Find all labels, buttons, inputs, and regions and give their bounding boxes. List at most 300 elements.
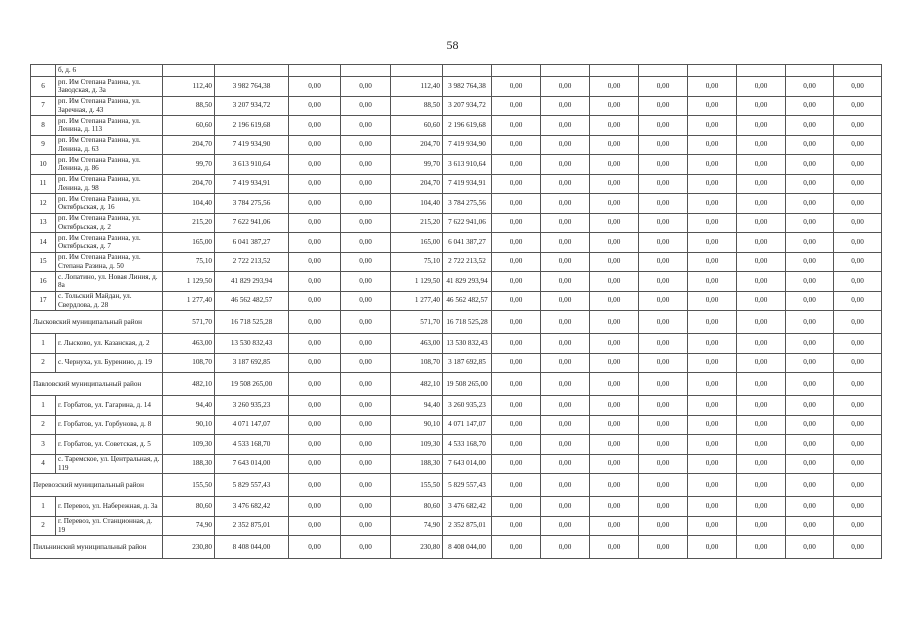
value-cell: 0,00 <box>590 516 639 536</box>
area-total-cell: 204,70 <box>391 135 443 155</box>
district-row <box>31 311 882 334</box>
value-cell: 0,00 <box>737 353 786 373</box>
cost-total-cell: 6 041 387,27 <box>443 233 492 253</box>
area-cell: 94,40 <box>163 396 215 416</box>
value-cell: 0,00 <box>688 435 737 455</box>
address-cell: рп. Им Степана Разина, ул. Октябрьская, д. 7 <box>56 233 163 253</box>
value-cell: 0,00 <box>786 96 834 116</box>
value-cell: 0,00 <box>688 272 737 292</box>
table-row <box>31 334 882 354</box>
table-row <box>31 516 882 536</box>
value-cell: 0,00 <box>341 252 391 272</box>
value-cell: 0,00 <box>834 396 882 416</box>
cost-total-cell: 4 533 168,70 <box>443 435 492 455</box>
value-cell: 0,00 <box>688 174 737 194</box>
value-cell: 0,00 <box>834 272 882 292</box>
value-cell: 0,00 <box>541 174 590 194</box>
table-row <box>31 291 882 311</box>
cost-total-cell: 4 071 147,07 <box>443 415 492 435</box>
value-cell: 0,00 <box>341 96 391 116</box>
value-cell: 0,00 <box>541 396 590 416</box>
value-cell: 0,00 <box>737 474 786 497</box>
area-cell: 204,70 <box>163 135 215 155</box>
value-cell: 0,00 <box>590 396 639 416</box>
cost-cell: 5 829 557,43 <box>215 474 289 497</box>
value-cell: 0,00 <box>341 536 391 559</box>
area-total-cell: 88,50 <box>391 96 443 116</box>
cost-total-cell: 7 622 941,06 <box>443 213 492 233</box>
value-cell: 0,00 <box>289 415 341 435</box>
value-cell: 0,00 <box>737 435 786 455</box>
value-cell: 0,00 <box>590 454 639 474</box>
value-cell: 0,00 <box>834 135 882 155</box>
area-cell: 463,00 <box>163 334 215 354</box>
value-cell: 0,00 <box>541 155 590 175</box>
value-cell: 0,00 <box>541 334 590 354</box>
value-cell: 0,00 <box>834 435 882 455</box>
value-cell: 0,00 <box>590 96 639 116</box>
num-cell: 16 <box>31 272 56 292</box>
value-cell: 0,00 <box>639 454 688 474</box>
value-cell: 0,00 <box>688 415 737 435</box>
address-cell: б, д. 6 <box>56 65 163 77</box>
value-cell: 0,00 <box>289 353 341 373</box>
address-cell: с. Тольский Майдан, ул. Свердлова, д. 28 <box>56 291 163 311</box>
cost-cell: 2 722 213,52 <box>215 252 289 272</box>
area-total-cell: 188,30 <box>391 454 443 474</box>
cost-cell: 6 041 387,27 <box>215 233 289 253</box>
district-name-cell: Пильнинский муниципальный район <box>31 536 163 559</box>
value-cell: 0,00 <box>341 155 391 175</box>
area-total-cell: 204,70 <box>391 174 443 194</box>
value-cell: 0,00 <box>492 415 541 435</box>
value-cell: 0,00 <box>834 96 882 116</box>
value-cell: 0,00 <box>289 77 341 97</box>
empty-cell <box>737 65 786 77</box>
cost-cell: 3 260 935,23 <box>215 396 289 416</box>
value-cell: 0,00 <box>341 194 391 214</box>
value-cell: 0,00 <box>786 373 834 396</box>
value-cell: 0,00 <box>834 291 882 311</box>
empty-cell <box>289 65 341 77</box>
value-cell: 0,00 <box>737 194 786 214</box>
cost-total-cell: 3 476 682,42 <box>443 497 492 517</box>
num-cell: 15 <box>31 252 56 272</box>
value-cell: 0,00 <box>737 291 786 311</box>
cost-cell: 8 408 044,00 <box>215 536 289 559</box>
area-total-cell: 155,50 <box>391 474 443 497</box>
value-cell: 0,00 <box>590 415 639 435</box>
value-cell: 0,00 <box>289 116 341 136</box>
value-cell: 0,00 <box>590 213 639 233</box>
value-cell: 0,00 <box>737 415 786 435</box>
empty-cell <box>688 65 737 77</box>
cost-cell: 2 352 875,01 <box>215 516 289 536</box>
value-cell: 0,00 <box>289 454 341 474</box>
area-total-cell: 1 277,40 <box>391 291 443 311</box>
value-cell: 0,00 <box>688 536 737 559</box>
value-cell: 0,00 <box>639 497 688 517</box>
value-cell: 0,00 <box>737 272 786 292</box>
area-total-cell: 80,60 <box>391 497 443 517</box>
area-cell: 112,40 <box>163 77 215 97</box>
district-name-cell: Павловский муниципальный район <box>31 373 163 396</box>
value-cell: 0,00 <box>341 334 391 354</box>
value-cell: 0,00 <box>590 353 639 373</box>
page-number: 58 <box>446 38 459 52</box>
num-cell: 9 <box>31 135 56 155</box>
table-row <box>31 396 882 416</box>
area-total-cell: 165,00 <box>391 233 443 253</box>
value-cell: 0,00 <box>590 135 639 155</box>
table-row <box>31 155 882 175</box>
value-cell: 0,00 <box>688 474 737 497</box>
table-row <box>31 454 882 474</box>
value-cell: 0,00 <box>834 415 882 435</box>
area-cell: 230,80 <box>163 536 215 559</box>
table-row <box>31 116 882 136</box>
value-cell: 0,00 <box>341 135 391 155</box>
cost-total-cell: 41 829 293,94 <box>443 272 492 292</box>
value-cell: 0,00 <box>590 474 639 497</box>
value-cell: 0,00 <box>541 373 590 396</box>
value-cell: 0,00 <box>834 233 882 253</box>
value-cell: 0,00 <box>834 213 882 233</box>
area-total-cell: 60,60 <box>391 116 443 136</box>
value-cell: 0,00 <box>289 174 341 194</box>
value-cell: 0,00 <box>492 396 541 416</box>
empty-cell <box>639 65 688 77</box>
cost-cell: 3 982 764,38 <box>215 77 289 97</box>
value-cell: 0,00 <box>688 252 737 272</box>
cost-total-cell: 16 718 525,28 <box>443 311 492 334</box>
value-cell: 0,00 <box>834 497 882 517</box>
value-cell: 0,00 <box>737 155 786 175</box>
cost-cell: 19 508 265,00 <box>215 373 289 396</box>
table-row <box>31 415 882 435</box>
value-cell: 0,00 <box>688 396 737 416</box>
num-cell: 12 <box>31 194 56 214</box>
value-cell: 0,00 <box>289 291 341 311</box>
value-cell: 0,00 <box>786 252 834 272</box>
value-cell: 0,00 <box>737 373 786 396</box>
value-cell: 0,00 <box>737 252 786 272</box>
value-cell: 0,00 <box>786 435 834 455</box>
empty-cell <box>215 65 289 77</box>
num-cell: 10 <box>31 155 56 175</box>
value-cell: 0,00 <box>541 415 590 435</box>
empty-cell <box>786 65 834 77</box>
value-cell: 0,00 <box>737 233 786 253</box>
value-cell: 0,00 <box>639 272 688 292</box>
table-row <box>31 233 882 253</box>
area-cell: 60,60 <box>163 116 215 136</box>
table-row <box>31 96 882 116</box>
table-row <box>31 213 882 233</box>
value-cell: 0,00 <box>289 194 341 214</box>
value-cell: 0,00 <box>639 194 688 214</box>
value-cell: 0,00 <box>688 233 737 253</box>
address-cell: с. Чернуха, ул. Буренино, д. 19 <box>56 353 163 373</box>
value-cell: 0,00 <box>541 474 590 497</box>
value-cell: 0,00 <box>737 311 786 334</box>
value-cell: 0,00 <box>786 474 834 497</box>
value-cell: 0,00 <box>341 353 391 373</box>
value-cell: 0,00 <box>737 454 786 474</box>
address-cell: г. Лысково, ул. Казанская, д. 2 <box>56 334 163 354</box>
district-row <box>31 536 882 559</box>
empty-cell <box>341 65 391 77</box>
cost-cell: 16 718 525,28 <box>215 311 289 334</box>
value-cell: 0,00 <box>590 252 639 272</box>
value-cell: 0,00 <box>834 116 882 136</box>
value-cell: 0,00 <box>590 155 639 175</box>
value-cell: 0,00 <box>541 116 590 136</box>
value-cell: 0,00 <box>492 435 541 455</box>
cost-total-cell: 3 260 935,23 <box>443 396 492 416</box>
area-total-cell: 571,70 <box>391 311 443 334</box>
value-cell: 0,00 <box>492 334 541 354</box>
value-cell: 0,00 <box>639 516 688 536</box>
value-cell: 0,00 <box>688 334 737 354</box>
empty-cell <box>391 65 443 77</box>
value-cell: 0,00 <box>639 373 688 396</box>
cost-total-cell: 7 419 934,90 <box>443 135 492 155</box>
value-cell: 0,00 <box>834 474 882 497</box>
value-cell: 0,00 <box>688 311 737 334</box>
cost-cell: 4 533 168,70 <box>215 435 289 455</box>
cost-total-cell: 8 408 044,00 <box>443 536 492 559</box>
value-cell: 0,00 <box>341 174 391 194</box>
value-cell: 0,00 <box>639 116 688 136</box>
empty-cell <box>443 65 492 77</box>
district-name-cell: Лысковский муниципальный район <box>31 311 163 334</box>
address-cell: рп. Им Степана Разина, ул. Ленина, д. 86 <box>56 155 163 175</box>
value-cell: 0,00 <box>492 155 541 175</box>
area-cell: 482,10 <box>163 373 215 396</box>
value-cell: 0,00 <box>341 497 391 517</box>
table-row <box>31 65 882 77</box>
value-cell: 0,00 <box>492 474 541 497</box>
cost-cell: 4 071 147,07 <box>215 415 289 435</box>
cost-total-cell: 3 613 910,64 <box>443 155 492 175</box>
cost-cell: 7 643 014,00 <box>215 454 289 474</box>
value-cell: 0,00 <box>639 233 688 253</box>
cost-total-cell: 3 784 275,56 <box>443 194 492 214</box>
value-cell: 0,00 <box>737 396 786 416</box>
cost-total-cell: 7 419 934,91 <box>443 174 492 194</box>
value-cell: 0,00 <box>688 77 737 97</box>
address-cell: рп. Им Степана Разина, ул. Ленина, д. 113 <box>56 116 163 136</box>
value-cell: 0,00 <box>737 96 786 116</box>
value-cell: 0,00 <box>834 155 882 175</box>
value-cell: 0,00 <box>834 194 882 214</box>
cost-total-cell: 13 530 832,43 <box>443 334 492 354</box>
value-cell: 0,00 <box>289 396 341 416</box>
area-total-cell: 1 129,50 <box>391 272 443 292</box>
address-cell: рп. Им Степана Разина, ул. Степана Разина, д. 50 <box>56 252 163 272</box>
value-cell: 0,00 <box>786 116 834 136</box>
area-cell: 74,90 <box>163 516 215 536</box>
value-cell: 0,00 <box>688 213 737 233</box>
cost-cell: 3 784 275,56 <box>215 194 289 214</box>
value-cell: 0,00 <box>289 233 341 253</box>
value-cell: 0,00 <box>590 116 639 136</box>
value-cell: 0,00 <box>341 415 391 435</box>
value-cell: 0,00 <box>590 174 639 194</box>
value-cell: 0,00 <box>541 135 590 155</box>
value-cell: 0,00 <box>590 194 639 214</box>
value-cell: 0,00 <box>737 334 786 354</box>
district-row <box>31 474 882 497</box>
num-cell: 8 <box>31 116 56 136</box>
value-cell: 0,00 <box>541 536 590 559</box>
value-cell: 0,00 <box>688 135 737 155</box>
value-cell: 0,00 <box>289 135 341 155</box>
empty-cell <box>163 65 215 77</box>
area-total-cell: 215,20 <box>391 213 443 233</box>
value-cell: 0,00 <box>834 536 882 559</box>
value-cell: 0,00 <box>786 135 834 155</box>
table-row <box>31 194 882 214</box>
value-cell: 0,00 <box>786 516 834 536</box>
address-cell: рп. Им Степана Разина, ул. Октябрьская, д. 2 <box>56 213 163 233</box>
area-cell: 571,70 <box>163 311 215 334</box>
value-cell: 0,00 <box>834 454 882 474</box>
value-cell: 0,00 <box>737 497 786 517</box>
area-cell: 188,30 <box>163 454 215 474</box>
cost-cell: 3 476 682,42 <box>215 497 289 517</box>
value-cell: 0,00 <box>639 396 688 416</box>
value-cell: 0,00 <box>492 96 541 116</box>
area-total-cell: 90,10 <box>391 415 443 435</box>
table-row <box>31 135 882 155</box>
cost-total-cell: 3 187 692,85 <box>443 353 492 373</box>
cost-total-cell: 46 562 482,57 <box>443 291 492 311</box>
value-cell: 0,00 <box>341 474 391 497</box>
value-cell: 0,00 <box>786 415 834 435</box>
value-cell: 0,00 <box>786 334 834 354</box>
num-cell: 13 <box>31 213 56 233</box>
district-row <box>31 373 882 396</box>
empty-cell <box>541 65 590 77</box>
value-cell: 0,00 <box>737 135 786 155</box>
value-cell: 0,00 <box>492 213 541 233</box>
value-cell: 0,00 <box>541 252 590 272</box>
value-cell: 0,00 <box>541 77 590 97</box>
area-cell: 99,70 <box>163 155 215 175</box>
value-cell: 0,00 <box>737 77 786 97</box>
value-cell: 0,00 <box>639 96 688 116</box>
value-cell: 0,00 <box>639 435 688 455</box>
address-cell: г. Перевоз, ул. Набережная, д. 3а <box>56 497 163 517</box>
value-cell: 0,00 <box>289 334 341 354</box>
cost-total-cell: 2 352 875,01 <box>443 516 492 536</box>
value-cell: 0,00 <box>492 311 541 334</box>
area-total-cell: 99,70 <box>391 155 443 175</box>
area-cell: 165,00 <box>163 233 215 253</box>
address-cell: с. Лопатино, ул. Новая Линия, д. 8а <box>56 272 163 292</box>
address-cell: г. Горбатов, ул. Советская, д. 5 <box>56 435 163 455</box>
value-cell: 0,00 <box>289 252 341 272</box>
num-cell: 6 <box>31 77 56 97</box>
value-cell: 0,00 <box>688 497 737 517</box>
value-cell: 0,00 <box>786 155 834 175</box>
value-cell: 0,00 <box>541 233 590 253</box>
value-cell: 0,00 <box>639 311 688 334</box>
value-cell: 0,00 <box>639 174 688 194</box>
empty-cell <box>590 65 639 77</box>
cost-cell: 7 419 934,91 <box>215 174 289 194</box>
value-cell: 0,00 <box>541 454 590 474</box>
num-cell: 11 <box>31 174 56 194</box>
cost-cell: 7 419 934,90 <box>215 135 289 155</box>
value-cell: 0,00 <box>639 353 688 373</box>
value-cell: 0,00 <box>737 174 786 194</box>
value-cell: 0,00 <box>834 174 882 194</box>
value-cell: 0,00 <box>492 194 541 214</box>
area-cell: 155,50 <box>163 474 215 497</box>
cost-cell: 3 187 692,85 <box>215 353 289 373</box>
value-cell: 0,00 <box>786 174 834 194</box>
address-cell: рп. Им Степана Разина, ул. Заводская, д. 3а <box>56 77 163 97</box>
cost-cell: 13 530 832,43 <box>215 334 289 354</box>
value-cell: 0,00 <box>492 516 541 536</box>
area-cell: 88,50 <box>163 96 215 116</box>
area-cell: 104,40 <box>163 194 215 214</box>
area-total-cell: 463,00 <box>391 334 443 354</box>
value-cell: 0,00 <box>341 116 391 136</box>
area-cell: 1 129,50 <box>163 272 215 292</box>
num-cell: 2 <box>31 415 56 435</box>
value-cell: 0,00 <box>541 311 590 334</box>
value-cell: 0,00 <box>688 194 737 214</box>
value-cell: 0,00 <box>289 516 341 536</box>
value-cell: 0,00 <box>834 353 882 373</box>
value-cell: 0,00 <box>786 233 834 253</box>
value-cell: 0,00 <box>639 291 688 311</box>
address-cell: рп. Им Степана Разина, ул. Заречная, д. 43 <box>56 96 163 116</box>
cost-cell: 3 613 910,64 <box>215 155 289 175</box>
area-total-cell: 75,10 <box>391 252 443 272</box>
value-cell: 0,00 <box>834 373 882 396</box>
value-cell: 0,00 <box>341 272 391 292</box>
value-cell: 0,00 <box>834 311 882 334</box>
value-cell: 0,00 <box>341 213 391 233</box>
area-cell: 1 277,40 <box>163 291 215 311</box>
value-cell: 0,00 <box>341 373 391 396</box>
value-cell: 0,00 <box>639 213 688 233</box>
value-cell: 0,00 <box>492 454 541 474</box>
value-cell: 0,00 <box>590 272 639 292</box>
value-cell: 0,00 <box>590 291 639 311</box>
address-cell: рп. Им Степана Разина, ул. Октябрьская, д. 16 <box>56 194 163 214</box>
value-cell: 0,00 <box>289 373 341 396</box>
value-cell: 0,00 <box>541 497 590 517</box>
value-cell: 0,00 <box>590 77 639 97</box>
table-row <box>31 353 882 373</box>
value-cell: 0,00 <box>786 213 834 233</box>
cost-cell: 2 196 619,68 <box>215 116 289 136</box>
value-cell: 0,00 <box>492 135 541 155</box>
area-cell: 109,30 <box>163 435 215 455</box>
num-cell: 1 <box>31 334 56 354</box>
area-total-cell: 112,40 <box>391 77 443 97</box>
num-cell: 2 <box>31 353 56 373</box>
value-cell: 0,00 <box>541 213 590 233</box>
value-cell: 0,00 <box>786 194 834 214</box>
cost-cell: 3 207 934,72 <box>215 96 289 116</box>
